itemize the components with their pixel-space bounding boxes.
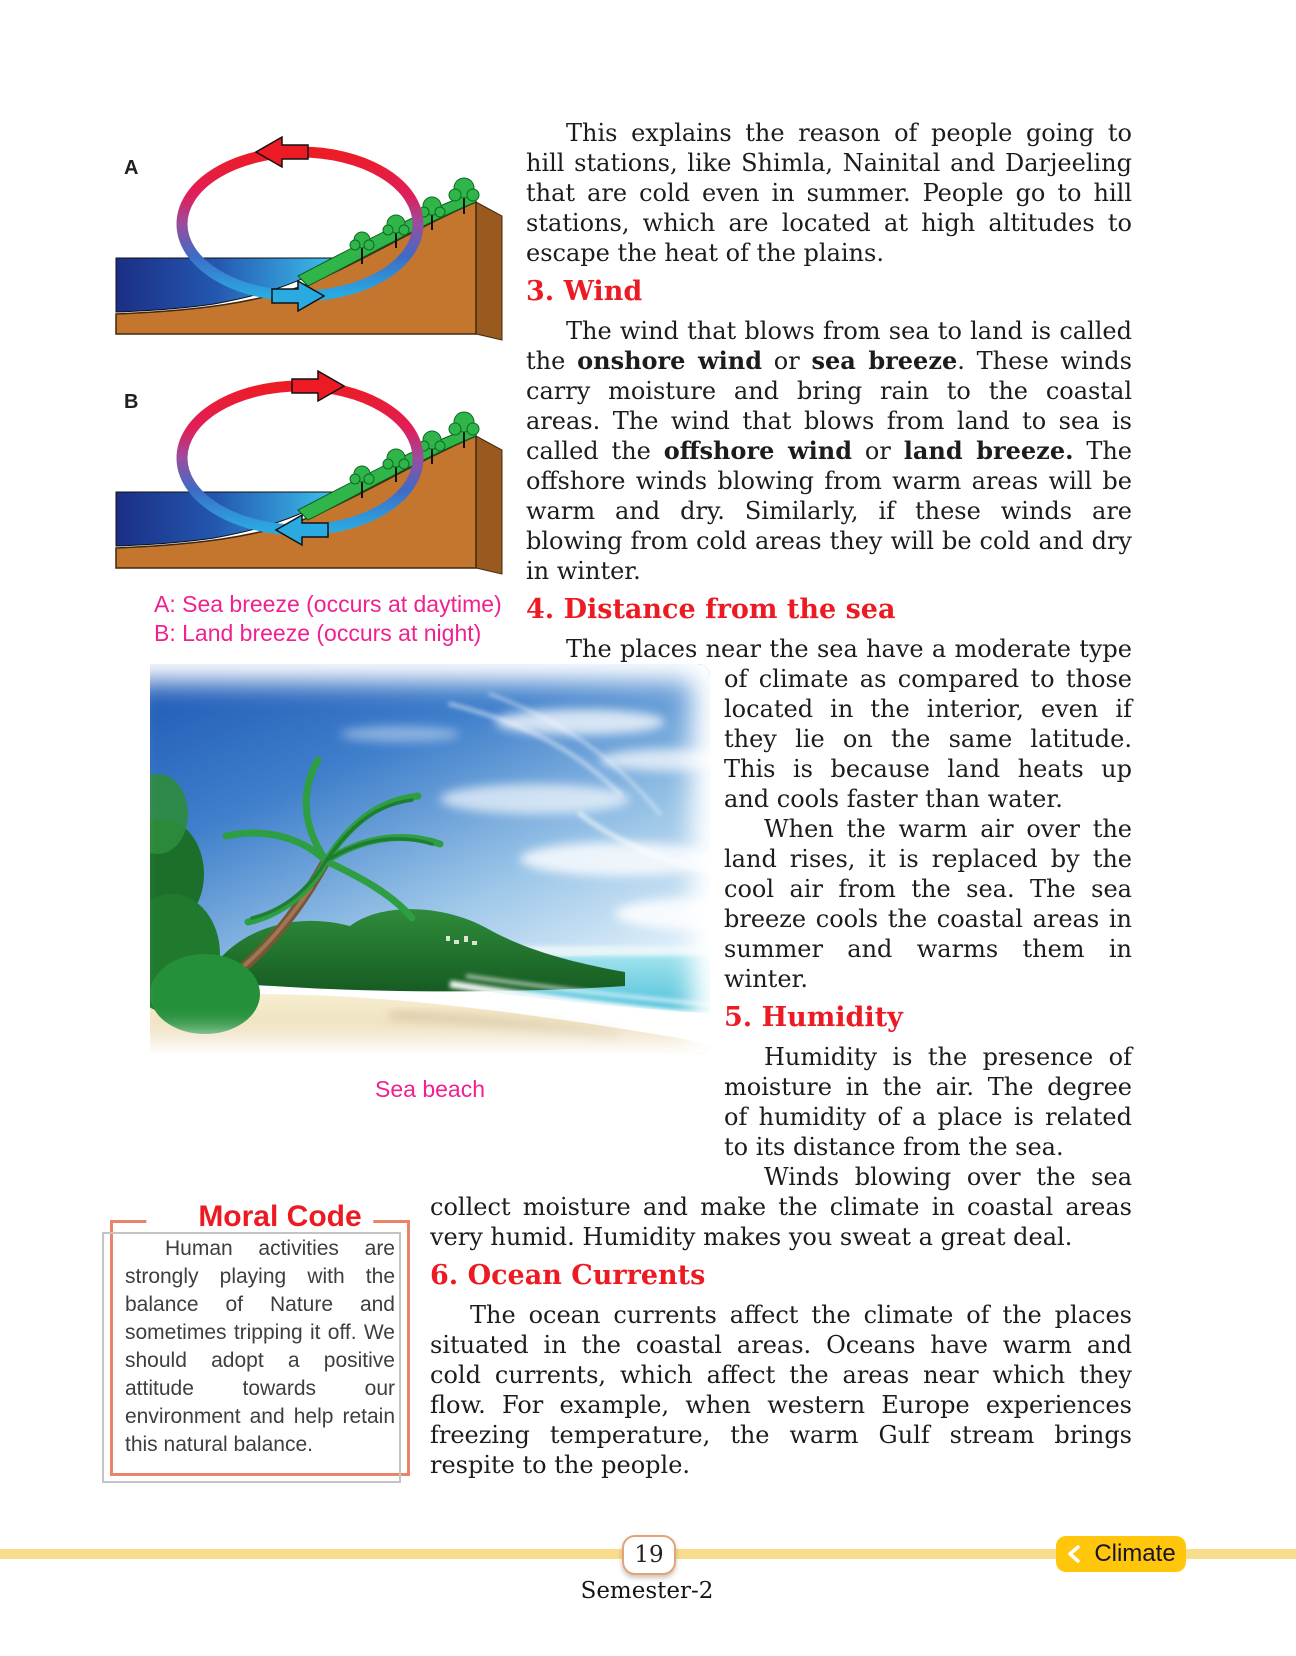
page-number-badge	[622, 1535, 676, 1575]
wind-text-3: . These winds carry moisture and bring rain to the coastal areas. The wind that blows from land to sea is called the	[526, 347, 1132, 465]
heading-wind: 3. Wind	[526, 276, 643, 307]
winds-text-1: Winds blowing over the sea	[764, 1163, 1132, 1191]
diagram-label-b: B	[124, 391, 139, 413]
diagram-caption-line-b: B: Land breeze (occurs at night)	[154, 620, 482, 646]
breeze-diagrams-figure	[110, 118, 510, 658]
diagram-label-a: A	[124, 157, 139, 179]
distance-text-2: climate as compared to those located in the interior, even if they lie on the same latitude. This is because land heats up and cools faster than water.	[724, 665, 1132, 813]
wind-text-1: The wind that blows from sea to land is called the	[526, 317, 1132, 375]
warm-air-arrow-right-icon	[292, 371, 344, 401]
wind-text-4: or	[851, 437, 904, 465]
term-sea-breeze: sea breeze	[811, 346, 958, 375]
terrain	[116, 412, 502, 574]
beach-illustration	[150, 664, 710, 1054]
sea-breeze-diagram	[110, 118, 510, 346]
wind-text-2: or	[761, 347, 812, 375]
heading-distance: 4. Distance from the sea	[526, 594, 896, 625]
chevron-left-icon	[1066, 1544, 1082, 1564]
diagram-caption	[154, 590, 510, 648]
paragraph-ocean-currents: The ocean currents affect the climate of the places situated in the coastal areas. Oceans have warm and cold currents, which affect the areas near which they flow. For example, when western Europe experiences freezing temperature, the warm Gulf stream brings respite to the people.	[430, 1301, 1132, 1479]
paragraph-humidity: Humidity is the presence of moisture in the air. The degree of humidity of a place is related to its distance from the sea.	[724, 1043, 1132, 1161]
beach-photo-figure	[110, 664, 710, 1169]
beach-caption: Sea beach	[375, 1076, 485, 1102]
terrain	[116, 178, 502, 340]
term-onshore-wind: onshore wind	[577, 346, 762, 375]
diagram-caption-line-a: A: Sea breeze (occurs at daytime)	[154, 591, 502, 617]
warm-air-arrow-left-icon	[256, 137, 308, 167]
semester-label: Semester-2	[580, 1578, 714, 1604]
distance-text-1: The places near the sea have a moderate type of	[566, 635, 1132, 693]
page-content	[110, 118, 1132, 1480]
winds-text-2: collect moisture and make the climate in coastal areas very humid. Humidity makes you sweat a great deal.	[430, 1193, 1132, 1251]
moral-code-frame	[110, 1200, 410, 1476]
land-breeze-diagram	[110, 352, 510, 580]
term-offshore-wind: offshore wind	[663, 436, 852, 465]
paragraph-warm-air: When the warm air over the land rises, it is replaced by the cool air from the sea. The sea breeze cools the coastal areas in summer and warms them in winter.	[724, 815, 1132, 993]
heading-humidity: 5. Humidity	[724, 1002, 903, 1033]
page-number: 19	[634, 1542, 664, 1568]
term-land-breeze: land breeze.	[903, 436, 1074, 465]
moral-code-text: Human activities are strongly playing with the balance of Nature and sometimes tripping it off. We should adopt a positive attitude towards our environment and help retain this natural balance.	[125, 1237, 395, 1456]
chapter-nav-button[interactable]	[1056, 1536, 1186, 1572]
chapter-nav-label: Climate	[1094, 1540, 1176, 1567]
wind-text-5: The offshore winds blowing from warm areas will be warm and dry. Similarly, if these winds are blowing from cold areas they will be cold and dry in winter.	[526, 437, 1133, 585]
heading-ocean-currents: 6. Ocean Currents	[430, 1260, 706, 1291]
moral-code-box	[110, 1200, 410, 1476]
moral-code-title: Moral Code	[146, 1202, 373, 1232]
paragraph-intro: This explains the reason of people going to hill stations, like Shimla, Nainital and Darjeeling that are cold even in summer. People go to hill stations, which are located at high altitudes to escape the heat of the plains.	[526, 119, 1132, 267]
beach-photo	[110, 664, 710, 1054]
